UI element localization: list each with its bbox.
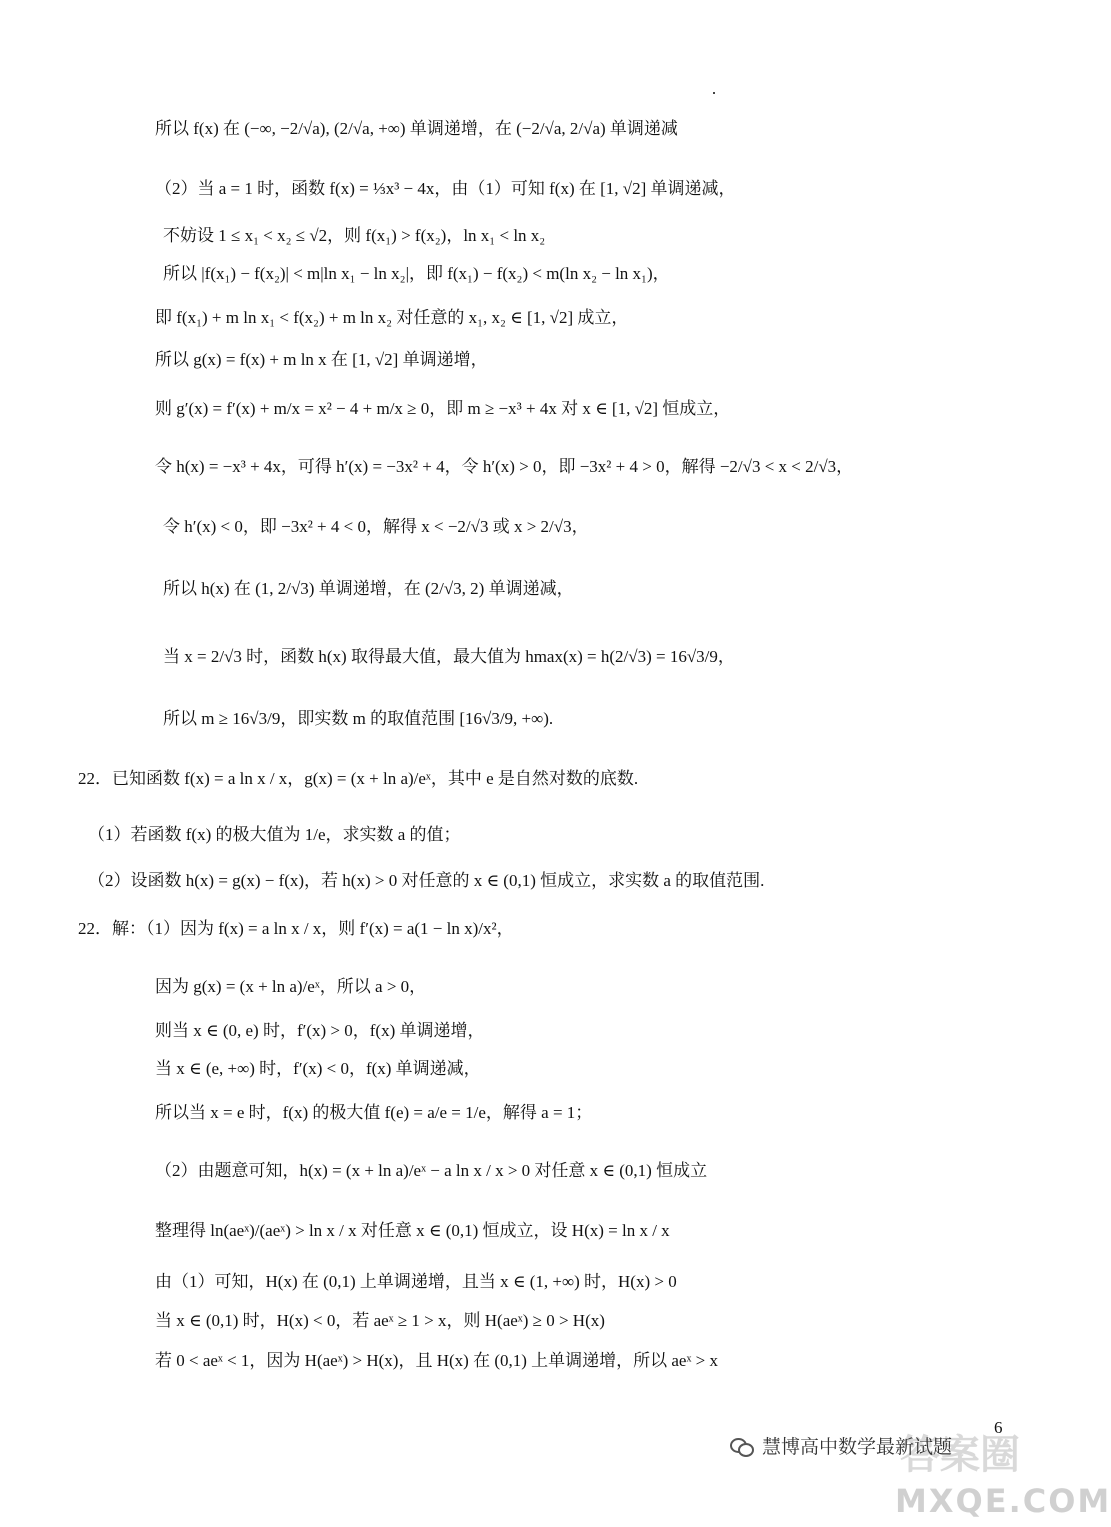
line-06: 所以 g(x) = f(x) + m ln x 在 [1, √2] 单调递增， <box>155 350 488 369</box>
line-11: 当 x = 2/√3 时，函数 h(x) 取得最大值，最大值为 hmax(x) = h(2/√3) = 16√3/9， <box>163 647 735 666</box>
footer-source <box>730 1432 952 1459</box>
line-08: 令 h(x) = −x³ + 4x，可得 h′(x) = −3x² + 4，令 h′(x) > 0，即 −3x² + 4 > 0，解得 −2/√3 < x < 2/√3， <box>155 457 854 476</box>
line-03: 不妨设 1 ≤ x₁ < x₂ ≤ √2，则 f(x₁) > f(x₂)，ln x₁ < ln x₂ <box>163 226 546 245</box>
line-07: 则 g′(x) = f′(x) + m/x = x² − 4 + m/x ≥ 0，即 m ≥ −x³ + 4x 对 x ∈ [1, √2] 恒成立， <box>155 399 731 418</box>
footer-text: 慧博高中数学最新试题 <box>762 1436 953 1458</box>
line-25: 若 0 < aeˣ < 1，因为 H(aeˣ) > H(x)，且 H(x) 在 (0,1) 上单调递增，所以 aeˣ > x <box>155 1351 718 1370</box>
line-23: 由（1）可知，H(x) 在 (0,1) 上单调递增，且当 x ∈ (1, +∞) 时，H(x) > 0 <box>155 1272 677 1291</box>
line-02: （2）当 a = 1 时，函数 f(x) = ⅓x³ − 4x，由（1）可知 f(x) 在 [1, √2] 单调递减， <box>155 179 736 198</box>
line-12: 所以 m ≥ 16√3/9，即实数 m 的取值范围 [16√3/9, +∞). <box>163 709 554 728</box>
page-number: 6 <box>994 1418 1003 1437</box>
line-04: 所以 |f(x₁) − f(x₂)| < m|ln x₁ − ln x₂|，即 f(x₁) − f(x₂) < m(ln x₂ − ln x₁)， <box>163 264 670 283</box>
line-18: 则当 x ∈ (0, e) 时，f′(x) > 0，f(x) 单调递增， <box>155 1021 485 1040</box>
line-19: 当 x ∈ (e, +∞) 时，f′(x) < 0，f(x) 单调递减， <box>155 1059 481 1078</box>
line-10: 所以 h(x) 在 (1, 2/√3) 单调递增，在 (2/√3, 2) 单调递减， <box>163 579 574 598</box>
watermark-line1: 答案圈 <box>900 1432 1020 1478</box>
line-22: 整理得 ln(aeˣ)/(aeˣ) > ln x / x 对任意 x ∈ (0,1) 恒成立，设 H(x) = ln x / x <box>155 1221 670 1240</box>
line-01: 所以 f(x) 在 (−∞, −2/√a), (2/√a, +∞) 单调递增，在 (−2/√a, 2/√a) 单调递减 <box>155 119 678 138</box>
solution-22-heading: 22．解：（1）因为 f(x) = a ln x / x，则 f′(x) = a(1 − ln x)/x²， <box>78 919 514 938</box>
stray-dot <box>713 92 715 94</box>
line-05: 即 f(x₁) + m ln x₁ < f(x₂) + m ln x₂ 对任意的 x₁, x₂ ∈ [1, √2] 成立， <box>155 308 629 327</box>
watermark-url: MXQE.COM <box>895 1482 1111 1520</box>
line-20: 所以当 x = e 时，f(x) 的极大值 f(e) = a/e = 1/e，解得 a = 1； <box>155 1103 593 1122</box>
problem-22-part2: （2）设函数 h(x) = g(x) − f(x)，若 h(x) > 0 对任意的 x ∈ (0,1) 恒成立，求实数 a 的取值范围. <box>88 871 765 890</box>
problem-22-part1: （1）若函数 f(x) 的极大值为 1/e，求实数 a 的值； <box>88 825 461 844</box>
line-17: 因为 g(x) = (x + ln a)/eˣ，所以 a > 0， <box>155 977 427 996</box>
problem-22-statement: 22．已知函数 f(x) = a ln x / x，g(x) = (x + ln a)/eˣ，其中 e 是自然对数的底数. <box>78 769 639 788</box>
line-21: （2）由题意可知，h(x) = (x + ln a)/eˣ − a ln x / x > 0 对任意 x ∈ (0,1) 恒成立 <box>155 1161 708 1180</box>
line-24: 当 x ∈ (0,1) 时，H(x) < 0，若 aeˣ ≥ 1 > x，则 H(aeˣ) ≥ 0 > H(x) <box>155 1311 605 1330</box>
wechat-icon <box>730 1436 754 1456</box>
line-09: 令 h′(x) < 0，即 −3x² + 4 < 0，解得 x < −2/√3 或 x > 2/√3， <box>163 517 589 536</box>
